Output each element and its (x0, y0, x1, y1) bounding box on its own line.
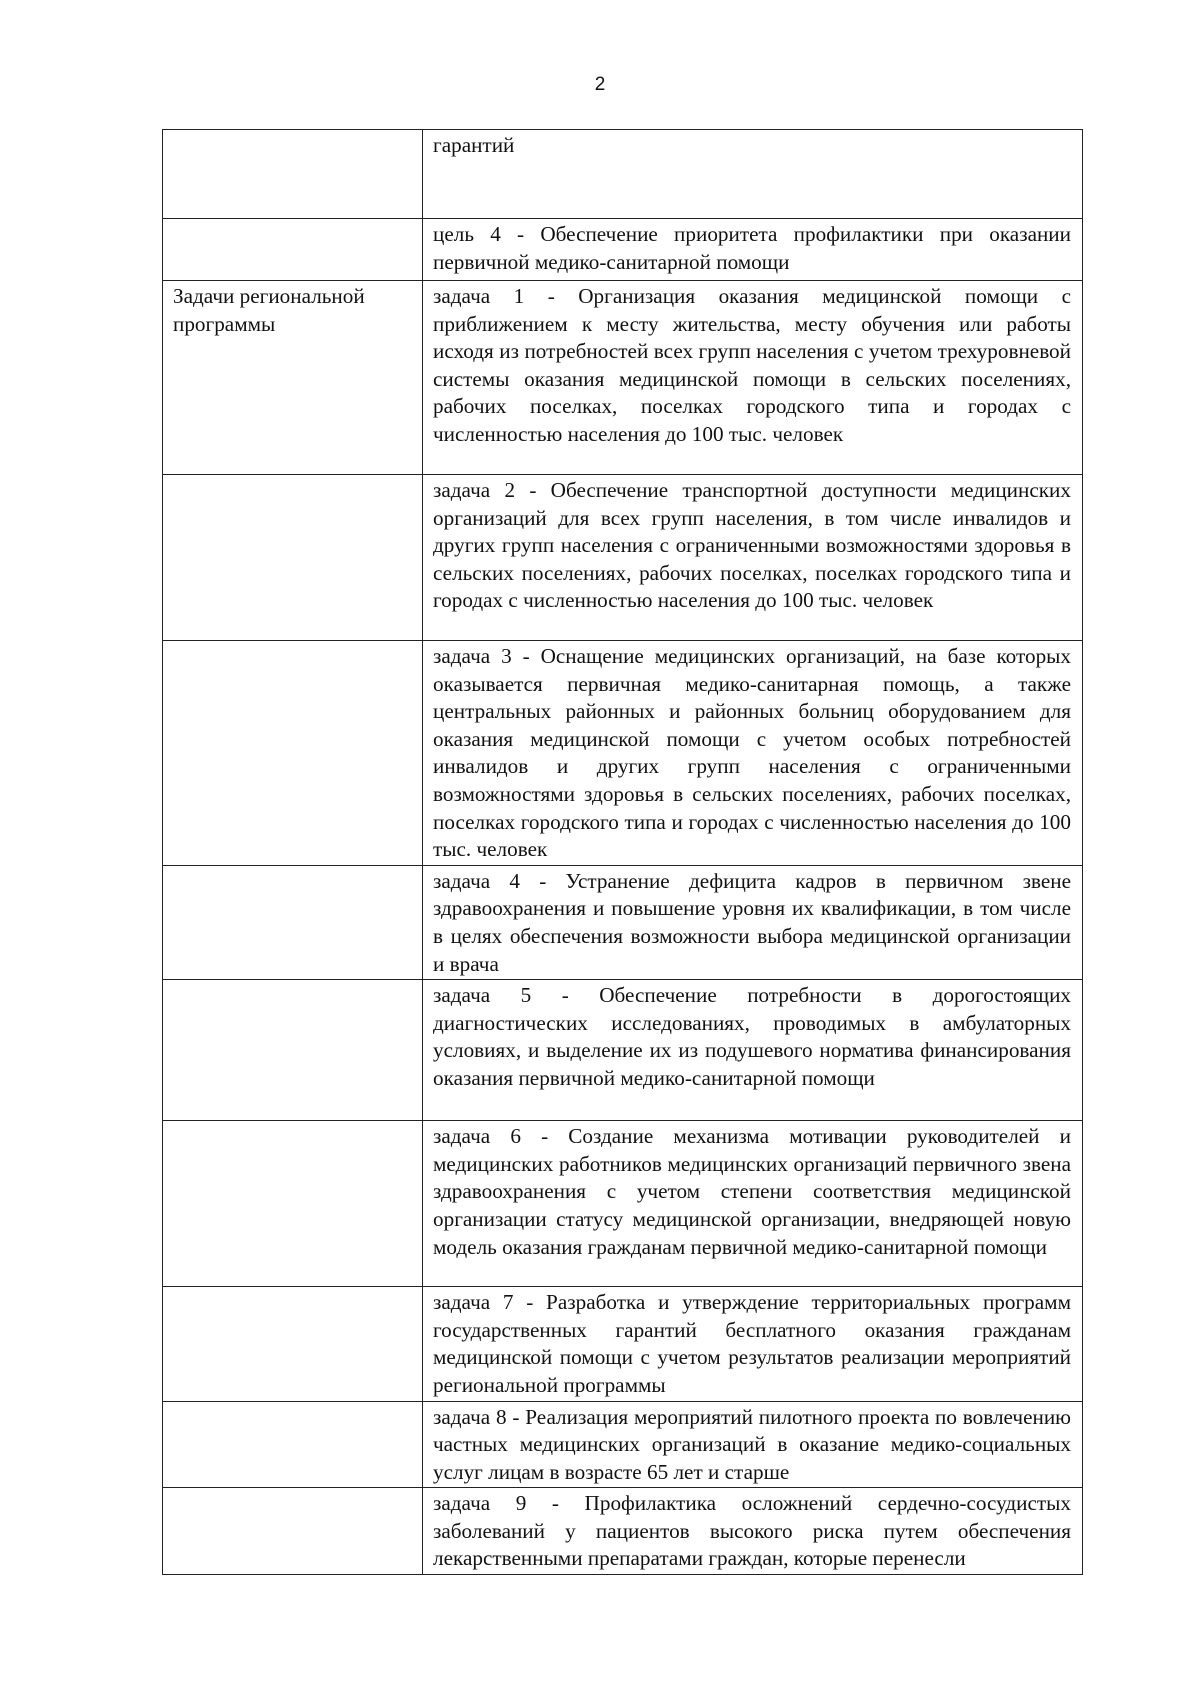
page-number: 2 (594, 74, 606, 95)
table-cell-content: задача 7 - Разработка и утверждение территориальных программ государственных гарантий бесплатного оказания гражданам медицинской помощи с учетом результатов реализации мероприятий региональной программы (423, 1287, 1083, 1401)
table-cell-label: Задачи региональной программы (163, 281, 423, 475)
regional-program-table (162, 129, 1083, 1575)
table-row (163, 1121, 1083, 1287)
table-cell-content: цель 4 - Обеспечение приоритета профилактики при оказании первичной медико-санитарной помощи (423, 219, 1083, 281)
table-cell-label (163, 980, 423, 1121)
table-cell-label (163, 130, 423, 219)
table-cell-content: задача 5 - Обеспечение потребности в дорогостоящих диагностических исследованиях, проводимых в амбулаторных условиях, и выделение их из подушевого норматива финансирования оказания первичной медико-санитарной помощи (423, 980, 1083, 1121)
table-cell-content: задача 9 - Профилактика осложнений сердечно-сосудистых заболеваний у пациентов высокого риска путем обеспечения лекарственными препаратами граждан, которые перенесли (423, 1488, 1083, 1575)
table-cell-content: задача 6 - Создание механизма мотивации руководителей и медицинских работников медицинских организаций первичного звена здравоохранения с учетом степени соответствия медицинской организации статусу медицинской организации, внедряющей новую модель оказания гражданам первичной медико-санитарной помощи (423, 1121, 1083, 1287)
table-cell-content: задача 3 - Оснащение медицинских организаций, на базе которых оказывается первичная медико-санитарная помощь, а также центральных районных и районных больниц оборудованием для оказания медицинской помощи с учетом особых потребностей инвалидов и других групп населения с ограниченными возможностями здоровья в сельских поселениях, рабочих поселках, поселках городского типа и городах с численностью населения до 100 тыс. человек (423, 641, 1083, 866)
table-cell-content: задача 4 - Устранение дефицита кадров в первичном звене здравоохранения и повышение уровня их квалификации, в том числе в целях обеспечения возможности выбора медицинской организации и врача (423, 865, 1083, 979)
table-row (163, 980, 1083, 1121)
table-cell-label (163, 641, 423, 866)
table-cell-content: задача 8 - Реализация мероприятий пилотного проекта по вовлечению частных медицинских организаций в оказание медико-социальных услуг лицам в возрасте 65 лет и старше (423, 1401, 1083, 1488)
table-row (163, 219, 1083, 281)
table-row (163, 281, 1083, 475)
table-cell-label (163, 475, 423, 641)
table-cell-label (163, 1287, 423, 1401)
table-row (163, 1287, 1083, 1401)
table-row (163, 1401, 1083, 1488)
table-row (163, 865, 1083, 979)
table-row (163, 130, 1083, 219)
table-cell-label (163, 865, 423, 979)
table-row (163, 475, 1083, 641)
table-row (163, 641, 1083, 866)
table-cell-content: задача 2 - Обеспечение транспортной доступности медицинских организаций для всех групп населения, в том числе инвалидов и других групп населения с ограниченными возможностями здоровья в сельских поселениях, рабочих поселках, поселках городского типа и городах с численностью населения до 100 тыс. человек (423, 475, 1083, 641)
table-cell-label (163, 1121, 423, 1287)
table-cell-content: задача 1 - Организация оказания медицинской помощи с приближением к месту жительства, месту обучения или работы исходя из потребностей всех групп населения с учетом трехуровневой системы оказания медицинской помощи в сельских поселениях, рабочих поселках, поселках городского типа и городах с численностью населения до 100 тыс. человек (423, 281, 1083, 475)
table-cell-label (163, 1488, 423, 1575)
table-cell-label (163, 219, 423, 281)
table-cell-label (163, 1401, 423, 1488)
table-cell-content: гарантий (423, 130, 1083, 219)
table-row (163, 1488, 1083, 1575)
